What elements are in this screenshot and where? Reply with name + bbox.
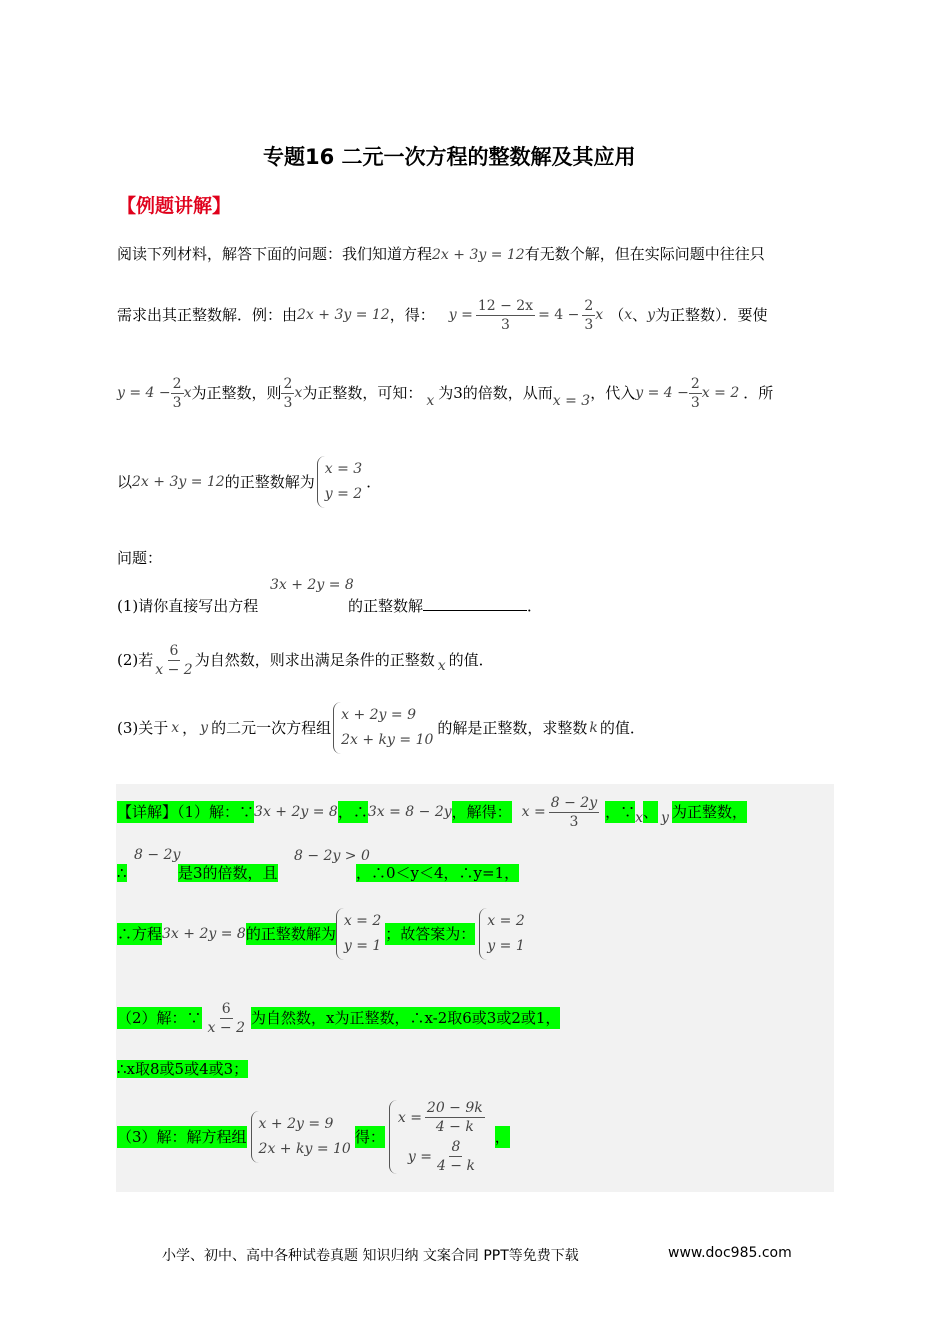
- answer-line-5: ∴x取8或5或4或3；: [117, 1060, 249, 1078]
- question-3: (3)关于 x ， y 的二元一次方程组 x + 2y = 9 2x + ky = 10 的解是正整数，求整数 k 的值．: [117, 700, 645, 756]
- answer-line-2-num: 8 − 2y: [134, 847, 181, 863]
- intro-line-2: 需求出其正整数解．例：由 2x + 3y = 12 ，得： y = $\frac{12 - 2x}{3}$ = 4 − $\frac{2}{3}$ x （ x 、 y 为正整数）．要使: [117, 297, 768, 333]
- section-heading: 【例题讲解】: [117, 195, 232, 217]
- intro-line-1: 阅读下列材料，解答下面的问题：我们知道方程2x + 3y = 12有无数个解，但在实际问题中往往只: [117, 245, 765, 263]
- question-1-tail: 的正整数解 ．: [348, 597, 543, 615]
- answer-line-4: （2）解：∵ $\frac{6}{x - 2}$ 为自然数，x为正整数，∴x-2取6或3或2或1，: [117, 1000, 561, 1036]
- question-1: (1)请你直接写出方程: [117, 597, 259, 615]
- page-title: 专题16 二元一次方程的整数解及其应用: [263, 145, 636, 169]
- answer-line-3: ∴方程 3x + 2y = 8 的正整数解为 x = 2 y = 1 ；故答案为： x = 2 y = 1: [117, 906, 529, 962]
- intro-line-3: y = 4 − $\frac{2}{3}$ x 为正整数，则 $\frac{2}{3}$ x 为正整数，可知： x 为3的倍数，从而 x = 3 ，代入 y = 4 − $\frac{2}{3}$ x = 2 ．所: [117, 375, 774, 411]
- footer-text: 小学、初中、高中各种试卷真题 知识归纳 文案合同 PPT等免费下载: [162, 1248, 579, 1264]
- question-1-equation: 3x + 2y = 8: [270, 577, 354, 593]
- answer-line-6: （3）解：解方程组 x + 2y = 9 2x + ky = 10 得： x = $\frac{20 - 9k}{4 - k}$ y = $\frac{8}{4 - k}$ ，: [117, 1100, 510, 1174]
- footer-link[interactable]: www.doc985.com: [668, 1245, 792, 1261]
- question-2: (2)若 $\frac{6}{x - 2}$ 为自然数，则求出满足条件的正整数 x 的值．: [117, 642, 494, 678]
- answer-line-1: 【详解】（1）解：∵ 3x + 2y = 8 ，∴ 3x = 8 − 2y ，解得： x = $\frac{8 - 2y}{3}$ ，∵ x 、 y 为正整数，: [117, 794, 747, 830]
- answer-line-2a: ∴: [117, 864, 127, 882]
- answer-line-2-ineq: 8 − 2y > 0: [294, 848, 370, 864]
- answer-line-2b: 是3的倍数，且: [178, 864, 278, 882]
- answer-blank[interactable]: [423, 596, 527, 611]
- intro-line-4: 以 2x + 3y = 12 的正整数解为 x = 3 y = 2 ．: [117, 456, 381, 508]
- answer-line-2c: ，∴0＜y＜4，∴y=1，: [356, 864, 520, 882]
- question-label: 问题：: [117, 549, 163, 567]
